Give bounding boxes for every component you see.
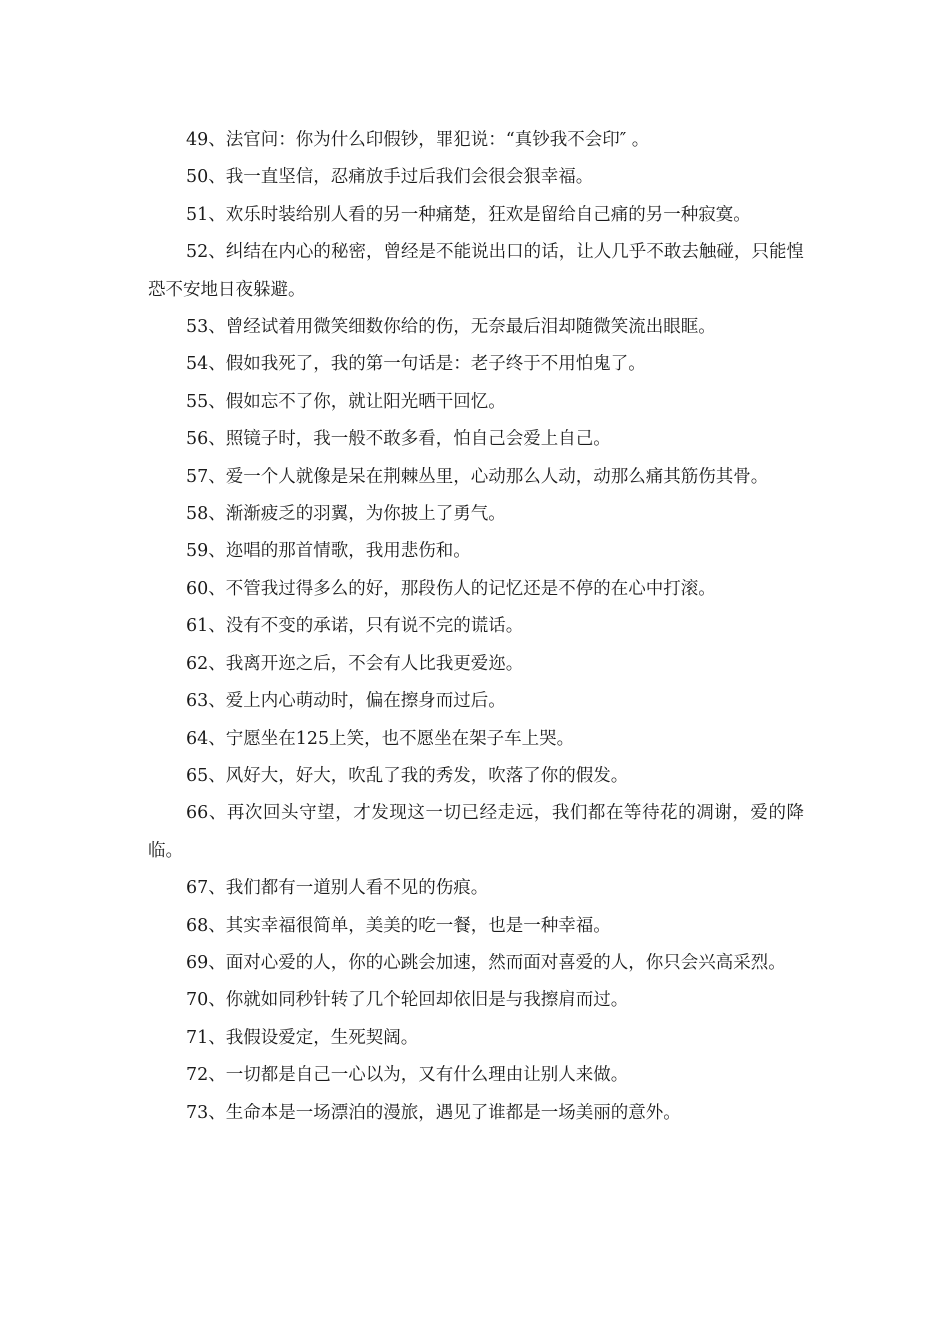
paragraph-55: 55、假如忘不了你，就让阳光晒干回忆。 <box>186 391 506 412</box>
paragraph-51: 51、欢乐时装给别人看的另一种痛楚，狂欢是留给自己痛的另一种寂寞。 <box>186 204 751 225</box>
paragraph-70: 70、你就如同秒针转了几个轮回却依旧是与我擦肩而过。 <box>186 990 629 1011</box>
paragraph-60: 60、不管我过得多么的好，那段伤人的记忆还是不停的在心中打滚。 <box>186 578 716 599</box>
paragraph-67: 67、我们都有一道别人看不见的伤痕。 <box>186 878 489 899</box>
paragraph-54: 54、假如我死了，我的第一句话是：老子终于不用怕鬼了。 <box>186 354 646 375</box>
paragraph-66: 66、再次回头守望，才发现这一切已经走远，我们都在等待花的凋谢，爱的降临。 <box>148 803 804 861</box>
paragraph-72: 72、一切都是自己一心以为，又有什么理由让别人来做。 <box>186 1065 629 1086</box>
paragraph-71: 71、我假设爱定，生死契阔。 <box>186 1027 419 1048</box>
paragraph-65: 65、风好大，好大，吹乱了我的秀发，吹落了你的假发。 <box>186 765 629 786</box>
paragraph-56: 56、照镜子时，我一般不敢多看，怕自己会爱上自己。 <box>186 429 611 450</box>
paragraph-52: 52、纠结在内心的秘密，曾经是不能说出口的话，让人几乎不敢去触碰，只能惶恐不安地日夜躲避。 <box>148 242 804 300</box>
document-body <box>148 122 804 1132</box>
paragraph-73: 73、生命本是一场漂泊的漫旅，遇见了谁都是一场美丽的意外。 <box>186 1102 681 1123</box>
paragraph-64: 64、宁愿坐在125上笑，也不愿坐在架子车上哭。 <box>186 728 575 749</box>
paragraph-49: 49、法官问：你为什么印假钞，罪犯说：“真钞我不会印″ 。 <box>186 130 650 150</box>
paragraph-57: 57、爱一个人就像是呆在荆棘丛里，心动那么人动，动那么痛其筋伤其骨。 <box>186 466 769 487</box>
paragraph-58: 58、渐渐疲乏的羽翼，为你披上了勇气。 <box>186 504 506 525</box>
paragraph-50: 50、我一直坚信，忍痛放手过后我们会很会狠幸福。 <box>186 167 594 188</box>
paragraph-69: 69、面对心爱的人，你的心跳会加速，然而面对喜爱的人，你只会兴高采烈。 <box>186 952 786 973</box>
paragraph-62: 62、我离开迩之后，不会有人比我更爱迩。 <box>186 653 524 674</box>
paragraph-61: 61、没有不变的承诺，只有说不完的谎话。 <box>186 616 524 637</box>
paragraph-63: 63、爱上内心萌动时，偏在擦身而过后。 <box>186 691 506 712</box>
paragraph-53: 53、曾经试着用微笑细数你给的伤，无奈最后泪却随微笑流出眼眶。 <box>186 317 716 338</box>
paragraph-59: 59、迩唱的那首情歌，我用悲伤和。 <box>186 541 471 562</box>
paragraph-68: 68、其实幸福很简单，美美的吃一餐，也是一种幸福。 <box>186 915 611 936</box>
